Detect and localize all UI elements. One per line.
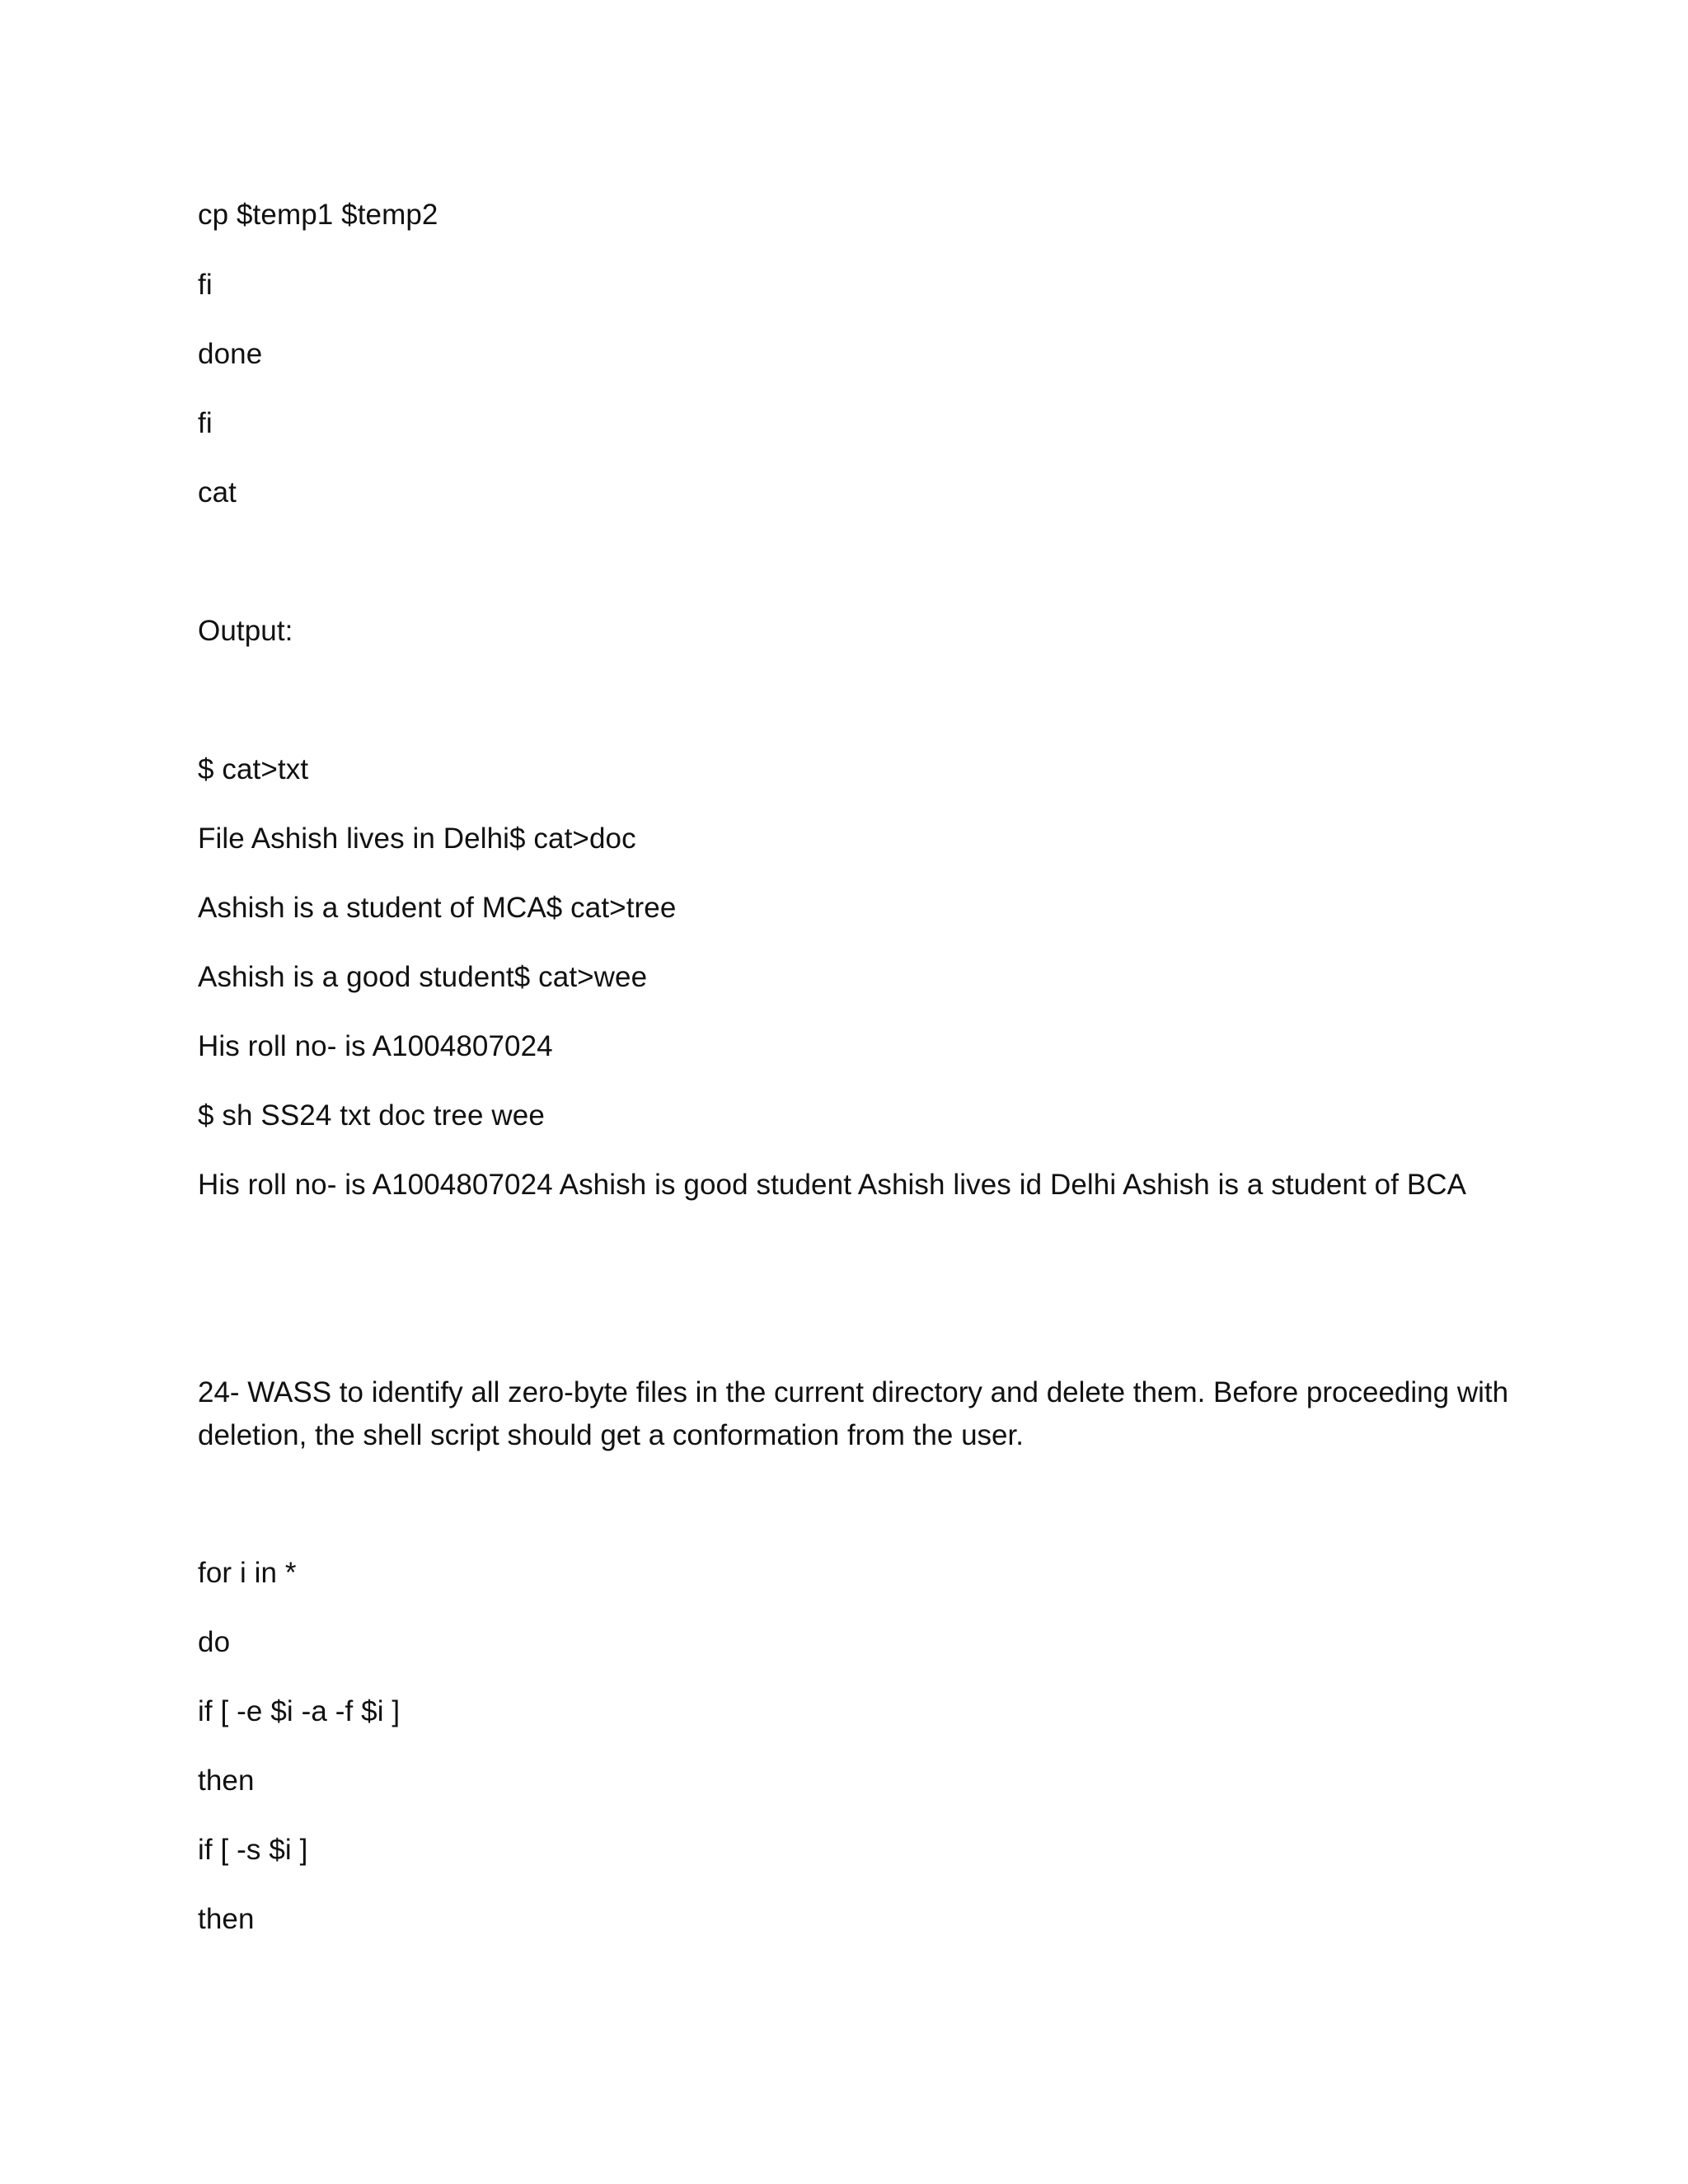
- code-line: fi: [198, 407, 213, 439]
- question-paragraph: 24- WASS to identify all zero-byte files in the current directory and delete them. Before proceeding with deletion, the shell script should get a conformation from the user.: [198, 1376, 1509, 1451]
- output-line: Ashish is a student of MCA$ cat>tree: [198, 892, 677, 924]
- output-line: $ cat>txt: [198, 753, 309, 785]
- output-line: Ashish is a good student$ cat>wee: [198, 961, 648, 993]
- code-line: then: [198, 1765, 255, 1797]
- code-line: fi: [198, 269, 213, 301]
- code-line: done: [198, 338, 263, 370]
- code-line: if [ -e $i -a -f $i ]: [198, 1695, 401, 1727]
- code-line: then: [198, 1903, 255, 1935]
- output-line: $ sh SS24 txt doc tree wee: [198, 1099, 545, 1132]
- code-line: if [ -s $i ]: [198, 1834, 308, 1866]
- output-line: File Ashish lives in Delhi$ cat>doc: [198, 823, 636, 855]
- code-line: cp $temp1 $temp2: [198, 199, 438, 231]
- output-heading: Output:: [198, 615, 293, 647]
- code-line: for i in *: [198, 1557, 297, 1589]
- code-line: do: [198, 1626, 231, 1658]
- output-line: His roll no- is A1004807024: [198, 1030, 553, 1062]
- code-line: cat: [198, 476, 237, 509]
- output-line: His roll no- is A1004807024 Ashish is good student Ashish lives id Delhi Ashish is a student of BCA: [198, 1169, 1467, 1201]
